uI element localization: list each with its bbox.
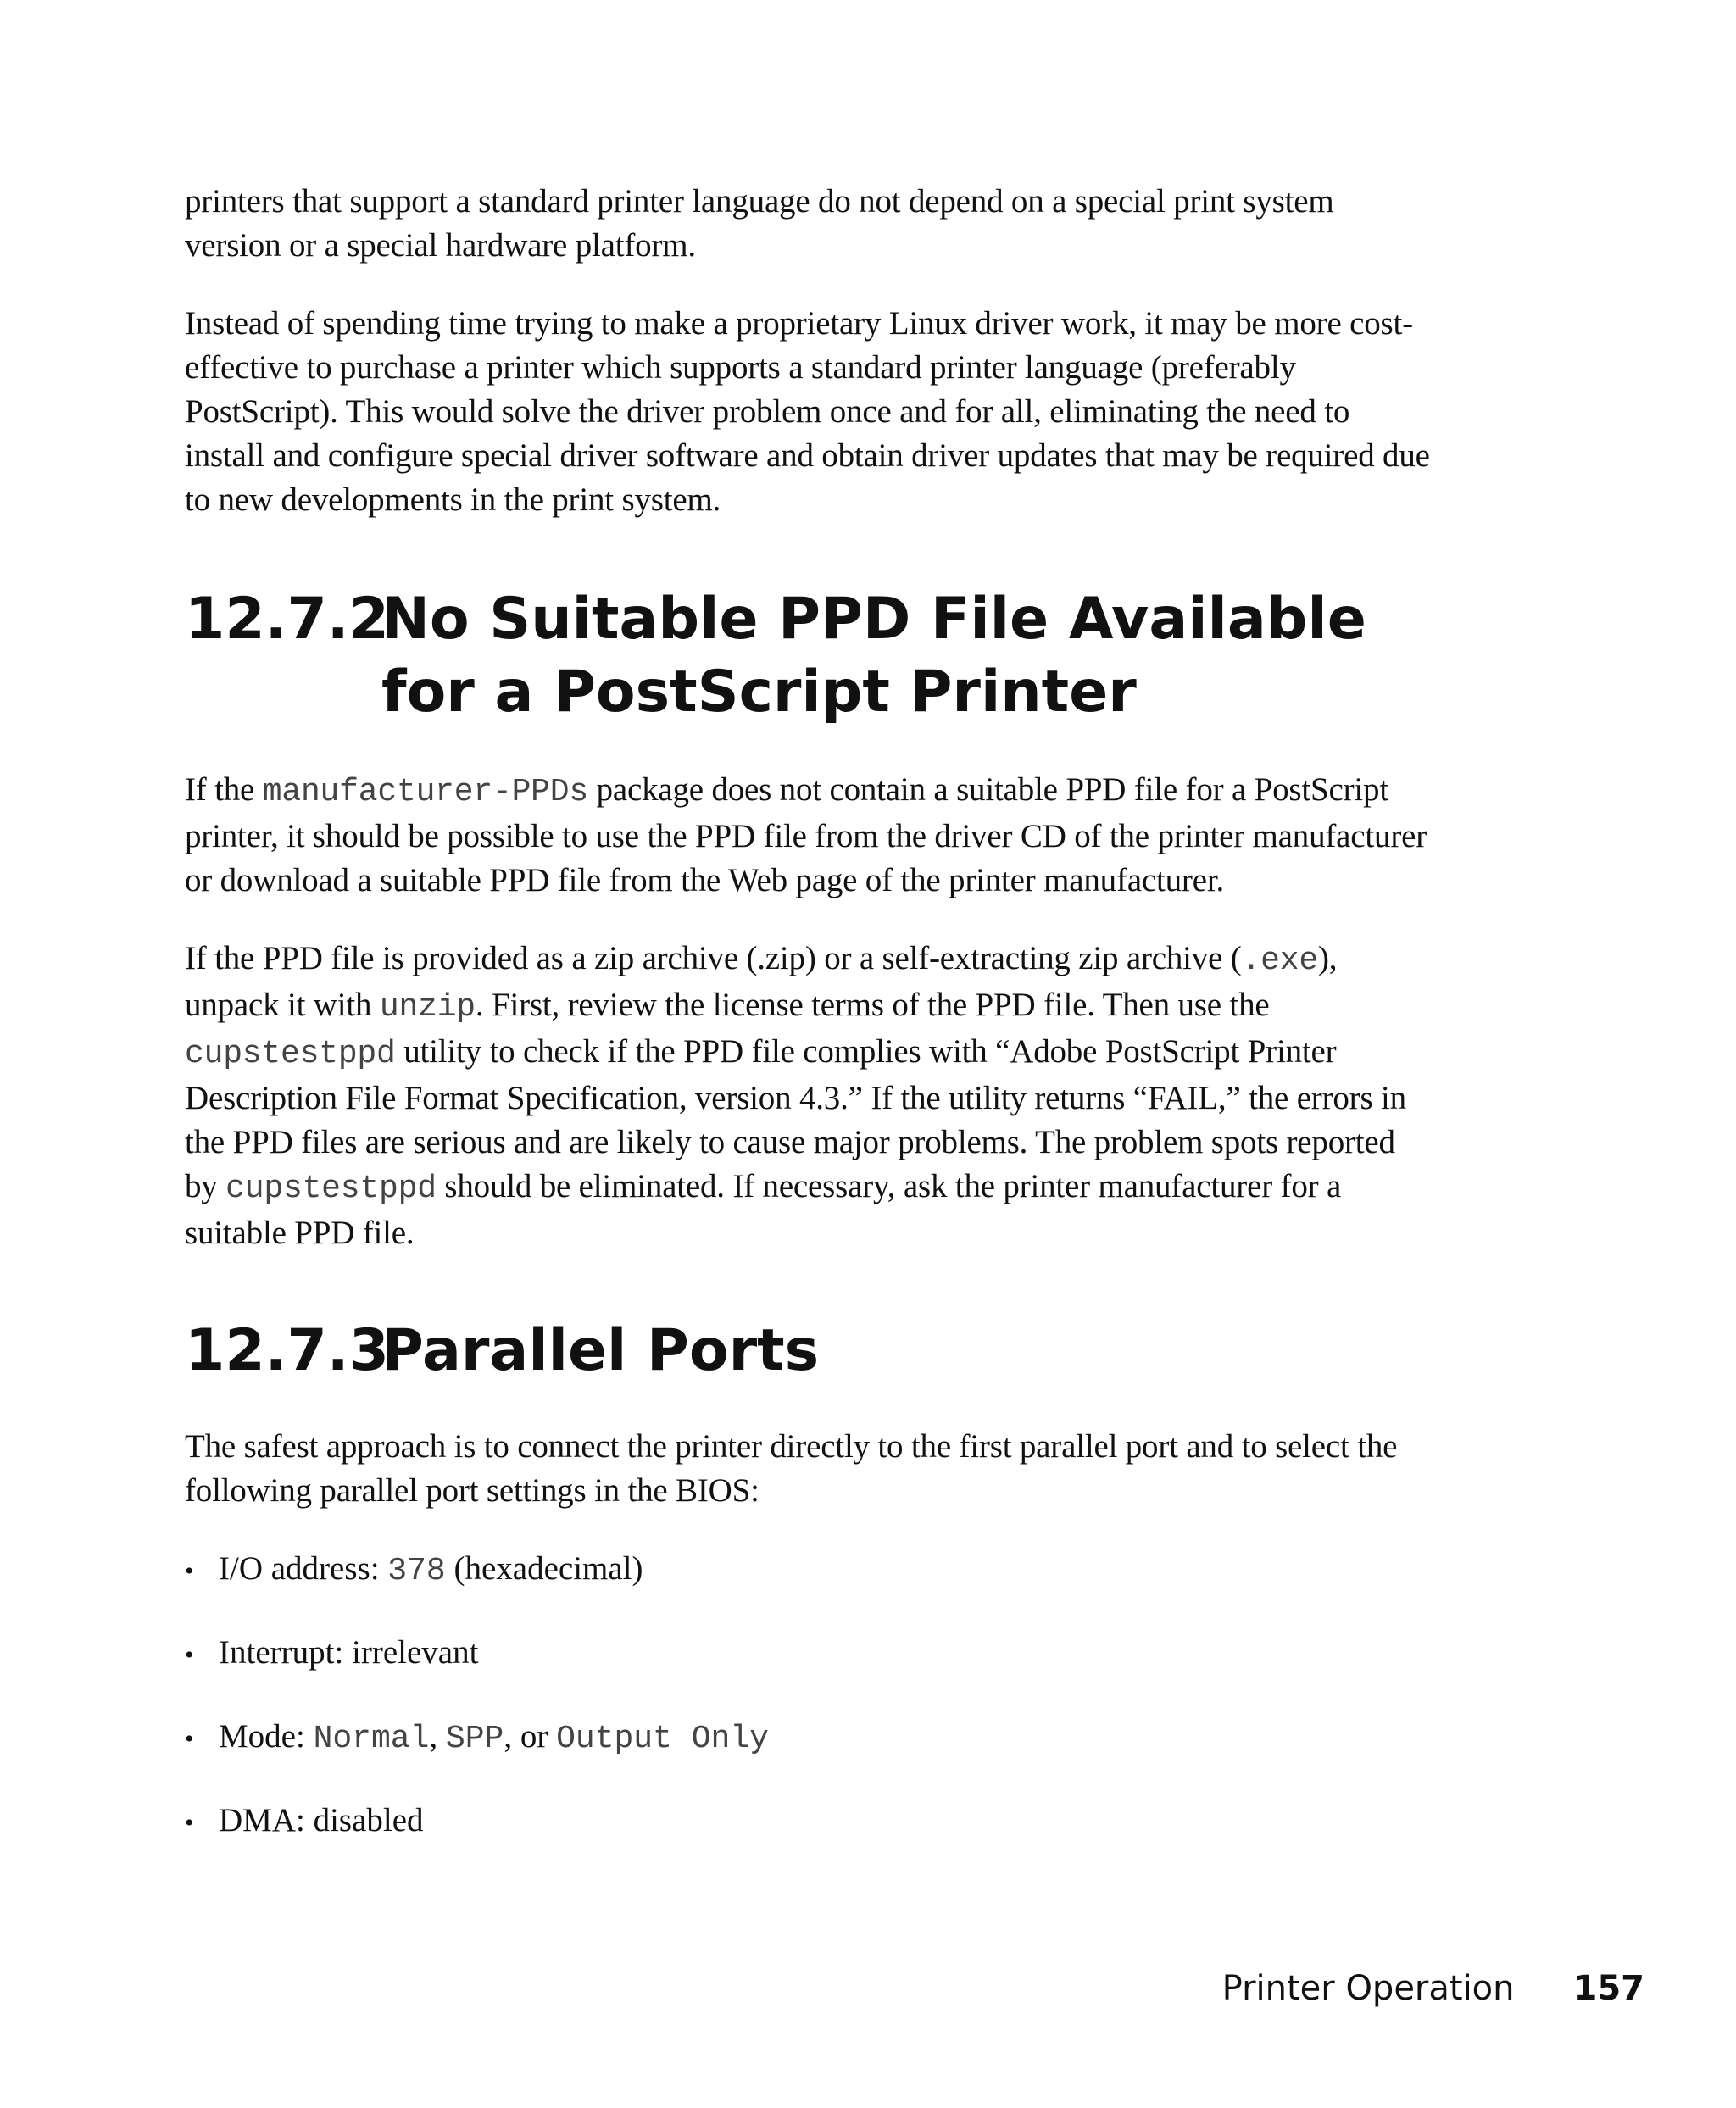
text-run: If the PPD file is provided as a zip archive (.zip) or a self-extracting zip archive ( — [185, 940, 1242, 976]
list-item-interrupt — [185, 1631, 1431, 1677]
section-title: No Suitable PPD File Available for a PostScript Printer — [381, 586, 1366, 726]
code-cupstestppd: cupstestppd — [185, 1036, 396, 1072]
page-footer — [1136, 1969, 1644, 2008]
list-item-text: DMA: disabled — [219, 1802, 424, 1838]
footer-chapter-title: Printer Operation — [1221, 1969, 1515, 2008]
section-title: Parallel Ports — [381, 1317, 820, 1384]
list-item-text: Interrupt: irrelevant — [219, 1634, 479, 1671]
list-item-mode — [185, 1715, 1431, 1761]
bullet-icon: • — [185, 1641, 194, 1669]
code-unzip: unzip — [379, 989, 476, 1026]
page-number: 157 — [1573, 1969, 1644, 2008]
text-run: I/O address: — [219, 1550, 388, 1587]
paragraph-manufacturer-ppds — [185, 768, 1431, 903]
list-item-dma — [185, 1799, 1431, 1845]
text-run: utility to check if the PPD file complies with “Adobe PostScript Printer Description File Format Specification, version 4.3.” If the utility returns “FAIL,” the errors in the PPD files are serious and are likely to cause major problems. The problem spots reported by — [185, 1033, 1406, 1204]
section-heading-1273 — [185, 1315, 1431, 1388]
bullet-icon: • — [185, 1725, 194, 1753]
text-run: should be eliminated. If necessary, ask the printer manufacturer for a suitable PPD file. — [185, 1168, 1342, 1251]
code-mode-normal: Normal — [313, 1721, 430, 1757]
code-exe-extension: .exe — [1241, 943, 1318, 979]
code-io-address: 378 — [387, 1553, 446, 1589]
text-run: package does not contain a suitable PPD file for a PostScript printer, it should be possible to use the PPD file from the driver CD of the printer manufacturer or download a suitable PPD file from the Web page of the printer manufacturer. — [185, 771, 1427, 898]
paragraph-cost-effective: Instead of spending time trying to make a proprietary Linux driver work, it may be more cost-effective to purchase a printer which supports a standard printer language (preferably PostScript). This would solve the driver problem once and for all, eliminating the need to install and configure special driver software and obtain driver updates that may be required due to new developments in the print system. — [185, 305, 1430, 518]
section-heading-1272 — [185, 583, 1431, 729]
section-number: 12.7.3 — [185, 1317, 389, 1384]
code-cupstestppd: cupstestppd — [225, 1171, 437, 1207]
code-mode-output-only: Output Only — [556, 1721, 769, 1757]
paragraph-zip-archive — [185, 937, 1431, 1255]
paragraph-parallel-intro: The safest approach is to connect the printer directly to the first parallel port and to select the following parallel port settings in the BIOS: — [185, 1428, 1398, 1509]
bullet-icon: • — [185, 1557, 194, 1585]
section-number: 12.7.2 — [185, 586, 389, 653]
bullet-icon: • — [185, 1809, 194, 1837]
text-run: (hexadecimal) — [445, 1550, 643, 1587]
paragraph-printer-language: printers that support a standard printer language do not depend on a special print system version or a special hardware platform. — [185, 183, 1334, 264]
list-item-io-address — [185, 1547, 1431, 1594]
code-package-name: manufacturer-PPDs — [262, 774, 588, 810]
text-run: Mode: — [219, 1718, 314, 1755]
list-item-text — [219, 1547, 643, 1594]
text-run: , — [429, 1718, 446, 1755]
code-mode-spp: SPP — [445, 1721, 504, 1757]
text-run: , or — [504, 1718, 557, 1755]
bios-settings-list — [185, 1547, 1431, 1845]
list-item-text — [219, 1715, 769, 1761]
text-run: If the — [185, 771, 263, 808]
text-run: . First, review the license terms of the PPD file. Then use the — [475, 987, 1270, 1023]
document-page — [185, 180, 1431, 1883]
text-run: ), unpack it with — [185, 940, 1338, 1023]
